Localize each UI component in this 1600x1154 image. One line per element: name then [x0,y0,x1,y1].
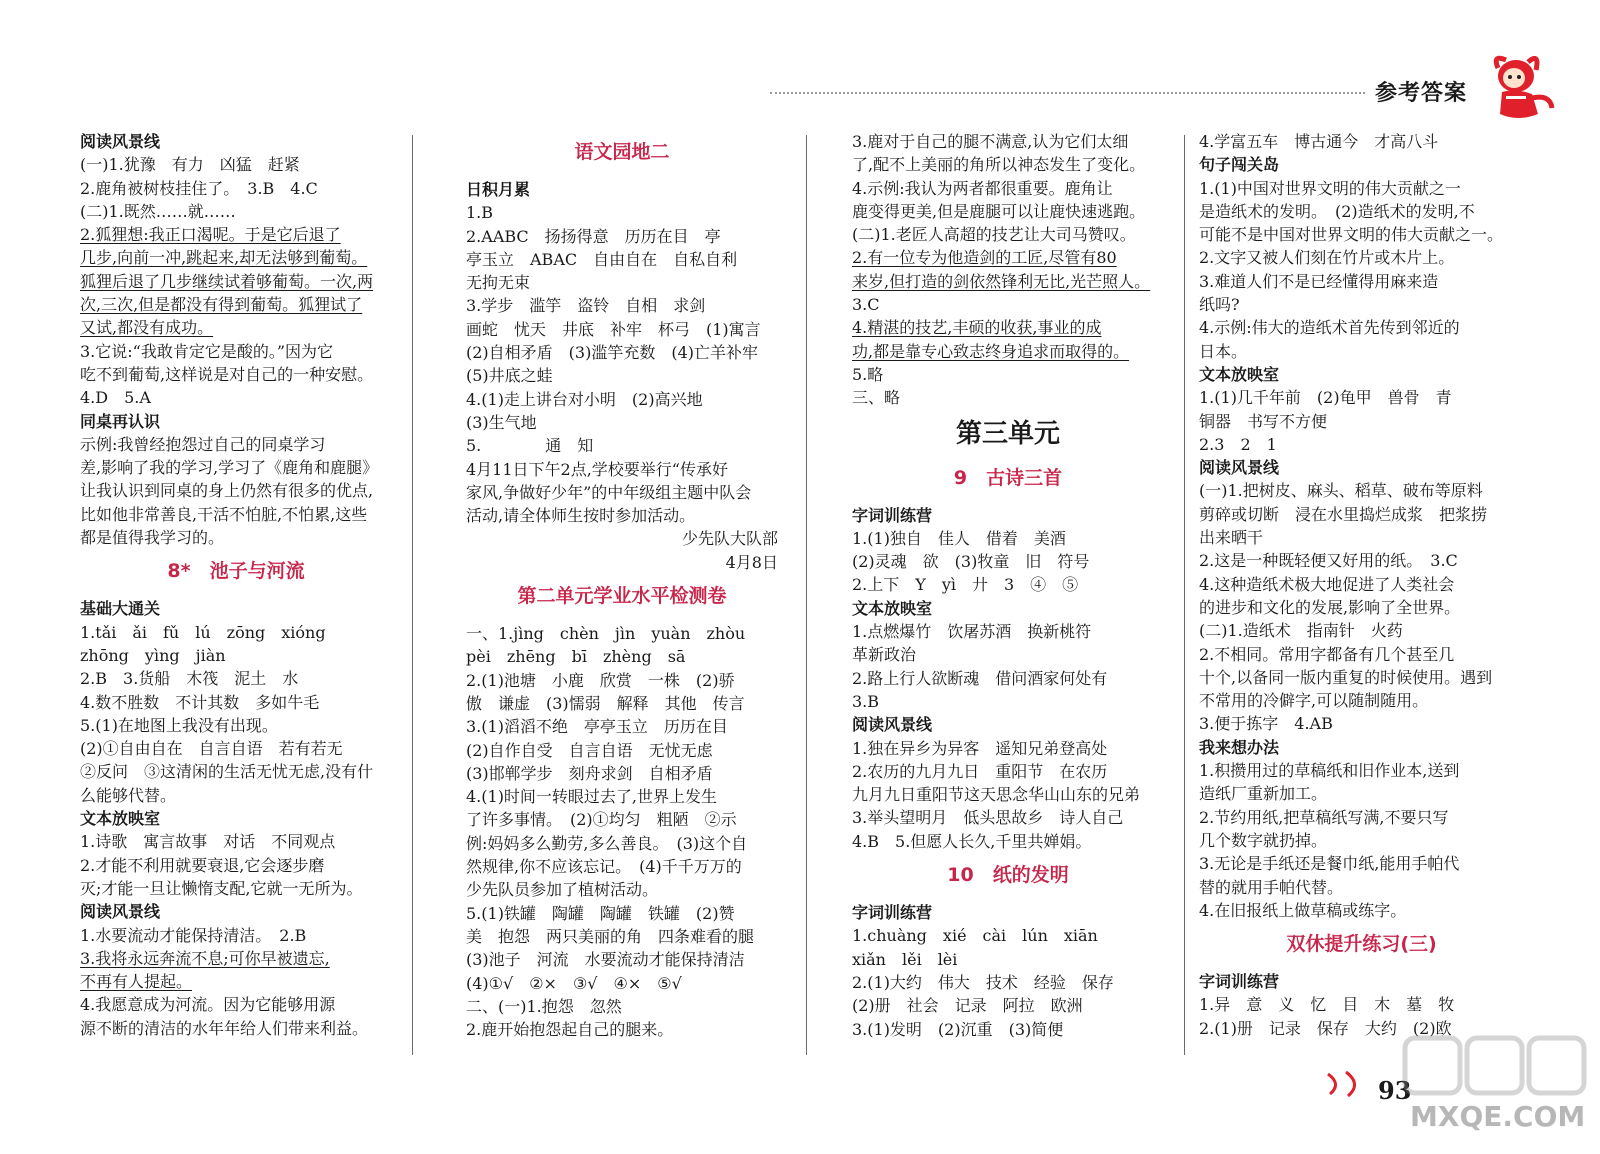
answer-line: 少先队大队部 [681,529,778,549]
answer-line: 3.(1)滔滔不绝 亭亭玉立 历历在目 [466,717,728,737]
answer-line: 出来晒干 [1199,528,1264,548]
answer-line: zhōng yìng jiàn [80,645,226,665]
answer-line: 5.略 [852,364,884,384]
answer-line: 5.(1)在地图上我没有出现。 [80,715,278,735]
answer-line: 2.狐狸想:我正口渴呢。于是它后退了 [80,225,341,245]
answer-line: 1.异 意 义 忆 目 木 墓 牧 [1199,995,1455,1015]
column-divider [806,135,807,1055]
answer-line: 4.(1)时间一转眼过去了,世界上发生 [466,787,718,807]
answer-line: 1.chuàng xié cài lún xiān [852,926,1098,946]
answer-line: 纸吗? [1199,295,1240,315]
lesson-heading: 8* 池子与河流 [167,560,305,583]
answer-line: 鹿变得更美,但是鹿腿可以让鹿快速逃跑。 [852,201,1146,221]
answer-line: 吃不到葡萄,这样说是对自己的一种安慰。 [80,364,374,384]
answer-line: 1.积攒用过的草稿纸和旧作业本,送到 [1199,761,1460,781]
answer-line: 十个,以备同一版内重复的时候使用。遇到 [1199,667,1493,687]
section-label: 日积月累 [466,180,531,199]
answer-line: ②反问 ③这清闲的生活无忧无虑,没有什 [80,762,374,782]
section-label: 字词训练营 [852,903,933,923]
answer-line: 源不断的清洁的水年年给人们带来利益。 [80,1018,369,1038]
answer-line: (5)井底之蛙 [466,366,553,386]
answer-line: 2.B 3.货船 木筏 泥土 水 [80,669,299,689]
answer-line: 4.示例:伟大的造纸术首先传到邻近的 [1199,318,1460,338]
answer-line: 比如他非常善良,干活不怕脏,不怕累,这些 [80,504,368,524]
answer-line: 1.点燃爆竹 饮屠苏酒 换新桃符 [852,622,1092,642]
answer-line: 革新政治 [852,645,917,665]
section-label: 我来想办法 [1199,737,1280,757]
answer-line: 4.示例:我认为两者都很重要。鹿角让 [852,178,1113,198]
answer-line: 日本。 [1199,341,1248,361]
page-header [0,0,1600,120]
answer-line: 九月九日重阳节这天思念华山山东的兄弟 [852,785,1141,805]
answer-line: (2)自相矛盾 (3)滥竽充数 (4)亡羊补牢 [466,343,758,363]
page-number: 93 [1378,1076,1412,1105]
answer-line: 3.便于拣字 4.AB [1199,714,1333,734]
section-label: 文本放映室 [1199,364,1280,384]
answer-line: (2)①自由自在 自言自语 若有若无 [80,739,343,759]
answer-line: 2.鹿开始抱怨起自己的腿来。 [466,1020,674,1040]
lesson-heading: 10 纸的发明 [947,864,1069,887]
answer-line: 可能不是中国对世界文明的伟大贡献之一。 [1199,225,1504,245]
column-divider [412,135,413,1055]
answer-line: 家风,争做好少年”的中年级组主题中队会 [466,482,752,502]
answer-line: 4.这种造纸术极大地促进了人类社会 [1199,574,1455,594]
answer-line: 2.AABC 扬扬得意 历历在目 亭 [466,226,721,246]
lesson-heading: 9 古诗三首 [953,466,1063,489]
column-divider [1184,135,1185,1055]
answer-line: (2)自作自受 自言自语 无忧无虑 [466,740,713,760]
section-label: 阅读风景线 [80,902,161,922]
answer-line: 4月11日下午2点,学校要举行“传承好 [466,459,728,479]
answer-line: 二、(一)1.抱怨 忽然 [466,996,622,1016]
answer-line: 3.举头望明月 低头思故乡 诗人自己 [852,808,1124,828]
answer-column-2 [466,130,778,1065]
answer-line: 几步,向前一冲,跳起来,却无法够到葡萄。 [80,248,368,268]
answer-line: 3.它说:“我敢肯定它是酸的。”因为它 [80,341,334,361]
answer-line: 1.(1)中国对世界文明的伟大贡献之一 [1199,178,1461,198]
answer-line: 次,三次,但是都没有得到葡萄。狐狸试了 [80,295,363,315]
answer-line: 造纸厂重新加工。 [1199,784,1328,804]
answer-line: (一)1.把树皮、麻头、稻草、破布等原料 [1199,481,1483,501]
answer-line: 么能够代替。 [80,785,177,805]
answer-line: 2.有一位专为他造剑的工匠,尽管有80 [852,248,1117,268]
answer-line: 活动,请全体师生按时参加活动。 [466,506,696,526]
answer-line: 1.tǎi ǎi fǔ lú zōng xióng [80,622,326,642]
answer-line: 2.3 2 1 [1199,434,1277,454]
answer-line: 4.精湛的技艺,丰硕的收获,事业的成 [852,318,1102,338]
answer-line: (3)邯郸学步 刻舟求剑 自相矛盾 [466,763,713,783]
answer-line: 狐狸后退了几步继续试着够葡萄。一次,两 [80,271,374,291]
answer-line: 不再有人提起。 [80,972,193,992]
answer-line: 2.才能不利用就要衰退,它会逐步磨 [80,855,325,875]
answer-line: 示例:我曾经抱怨过自己的同桌学习 [80,434,326,454]
answer-line: 一、1.jìng chèn jìn yuàn zhòu [466,624,746,644]
answer-line: (2)灵魂 欲 (3)牧童 旧 符号 [852,552,1090,572]
answer-line: 3.难道人们不是已经懂得用麻来造 [1199,271,1439,291]
answer-line: 2.鹿角被树枝挂住了。 3.B 4.C [80,178,318,198]
answer-line: 让我认识到同桌的身上仍然有很多的优点, [80,481,374,501]
answer-line: 3.学步 滥竽 盗铃 自相 求剑 [466,296,706,316]
header-title: 参考答案 [1375,81,1468,106]
section-label: 阅读风景线 [1199,458,1280,478]
answer-line: 1.(1)独自 佳人 借着 美酒 [852,528,1066,548]
answer-line: 5.(1)铁罐 陶罐 陶罐 铁罐 (2)赞 [466,903,735,923]
answer-line: 了许多事情。 (2)①均匀 粗陋 ②示 [466,810,737,830]
answer-line: 灭;才能一旦让懒惰支配,它就一无所为。 [80,878,363,898]
answer-line: xiǎn lěi lèi [852,949,958,969]
answer-line: (一)1.犹豫 有力 凶猛 赶紧 [80,155,300,175]
answer-line: pèi zhēng bī zhèng sā [466,647,686,667]
section-label: 阅读风景线 [80,132,161,151]
section-label: 文本放映室 [80,809,161,829]
answer-line: (二)1.既然……就…… [80,201,236,221]
section-label: 文本放映室 [852,598,933,618]
answer-line: 几个数字就扔掉。 [1199,830,1328,850]
answer-line: 功,都是靠专心致志终身追求而取得的。 [852,341,1130,361]
answer-line: 不常用的冷僻字,可以随制随用。 [1199,691,1429,711]
watermark-text: MXQE.COM [1410,1100,1586,1133]
answer-line: 1.水要流动才能保持清洁。 2.B [80,925,307,945]
answer-line: 4.数不胜数 不计其数 多如牛毛 [80,692,320,712]
answer-line: 3.我将永远奔流不息;可你早被遗忘, [80,948,330,968]
answer-line: (二)1.造纸术 指南针 火药 [1199,621,1403,641]
answer-line: 傲 谦虚 (3)懦弱 解释 其他 传言 [466,693,745,713]
answer-line: 4.我愿意成为河流。因为它能够用源 [80,995,336,1015]
answer-line: 3.(1)发明 (2)沉重 (3)简便 [852,1019,1064,1039]
answer-line: (3)池子 河流 水要流动才能保持清洁 [466,950,745,970]
answer-line: 2.(1)大约 伟大 技术 经验 保存 [852,972,1114,992]
lesson-heading: 语文园地二 [574,141,670,163]
answer-line: 4.D 5.A [80,388,151,408]
lesson-heading: 双休提升练习(三) [1286,933,1437,956]
answer-line: 5. 通 知 [466,436,594,456]
answer-line: 1.诗歌 寓言故事 对话 不同观点 [80,832,336,852]
answer-line: 4.学富五车 博古通今 才高八斗 [1199,132,1439,151]
answer-line: 4.(1)走上讲台对小明 (2)高兴地 [466,389,703,409]
answer-line: 1.B [466,203,494,223]
header-dotted-rule [770,92,1365,94]
answer-column-4 [1199,130,1524,1065]
answer-line: 2.(1)池塘 小鹿 欣赏 一株 (2)骄 [466,670,735,690]
answer-line: 又试,都没有成功。 [80,318,214,338]
answer-line: 例:妈妈多么勤劳,多么善良。 (3)这个自 [466,833,748,853]
answer-line: 都是值得我学习的。 [80,528,225,548]
answer-column-3 [852,130,1164,1065]
answer-line: (3)生气地 [466,412,537,432]
section-label: 句子闯关岛 [1199,155,1280,175]
answer-line: 是造纸术的发明。 (2)造纸术的发明,不 [1199,201,1475,221]
answer-line: 然规律,你不应该忘记。 (4)千千万万的 [466,857,742,877]
answer-line: 来岁,但打造的剑依然锋利无比,光芒照人。 [852,271,1151,291]
answer-line: 3.B [852,691,880,711]
answer-line: 铜器 书写不方便 [1199,411,1328,431]
answer-line: 画蛇 忧天 井底 补牢 杯弓 (1)寓言 [466,319,761,339]
page-arc-decoration [1320,1068,1372,1100]
answer-line: 2.节约用纸,把草稿纸写满,不要只写 [1199,807,1449,827]
answer-line: 2.这是一种既轻便又好用的纸。 3.C [1199,551,1458,571]
answer-line: 2.不相同。常用字都备有几个甚至几 [1199,644,1455,664]
answer-line: (二)1.老匠人高超的技艺让大司马赞叹。 [852,225,1136,245]
answer-line: 2.(1)册 记录 保存 大约 (2)欧 [1199,1018,1452,1038]
lesson-heading: 第二单元学业水平检测卷 [517,585,727,608]
answer-line: 无拘无束 [466,273,531,293]
section-label: 基础大通关 [80,599,161,619]
answer-line: 亭玉立 ABAC 自由自在 自私自利 [466,249,738,269]
section-label: 字词训练营 [852,505,933,525]
answer-line: (4)①√ ②× ③√ ④× ⑤√ [466,973,682,993]
answer-line: 少先队员参加了植树活动。 [466,880,659,900]
answer-line: 2.文字又被人们刻在竹片或木片上。 [1199,248,1455,268]
answer-line: 1.独在异乡为异客 遥知兄弟登高处 [852,738,1108,758]
answer-line: 2.农历的九月九日 重阳节 在农历 [852,761,1108,781]
answer-line: 3.无论是手纸还是餐巾纸,能用手帕代 [1199,854,1460,874]
answer-line: 3.C [852,295,880,315]
answer-line: 了,配不上美丽的角所以神态发生了变化。 [852,155,1146,175]
answer-line: 4.在旧报纸上做草稿或练字。 [1199,900,1407,920]
answer-line: 3.鹿对于自己的腿不满意,认为它们太细 [852,132,1129,151]
answer-line: 4月8日 [725,552,778,572]
answer-line: 三、略 [852,388,901,408]
unit-heading: 第三单元 [955,418,1060,449]
answer-line: 美 抱怨 两只美丽的角 四条难看的腿 [466,926,755,946]
answer-line: (2)册 社会 记录 阿拉 欧洲 [852,996,1083,1016]
section-label: 字词训练营 [1199,972,1280,992]
section-label: 阅读风景线 [852,715,933,735]
answer-line: 的进步和文化的发展,影响了全世界。 [1199,597,1461,617]
answer-line: 2.路上行人欲断魂 借问酒家何处有 [852,668,1108,688]
answer-line: 1.(1)几千年前 (2)龟甲 兽骨 青 [1199,388,1452,408]
section-label: 同桌再认识 [80,411,161,431]
answer-line: 4.B 5.但愿人长久,千里共婵娟。 [852,831,1092,851]
answer-line: 替的就用手帕代替。 [1199,877,1344,897]
answer-line: 2.上下 Y yì 廾 3 ④ ⑤ [852,575,1079,595]
answer-line: 差,影响了我的学习,学习了《鹿角和鹿腿》 [80,458,379,478]
answer-column-1 [80,130,392,1065]
answer-line: 剪碎或切断 浸在水里捣烂成浆 把浆捞 [1199,504,1488,524]
mascot-icon [1478,48,1558,128]
